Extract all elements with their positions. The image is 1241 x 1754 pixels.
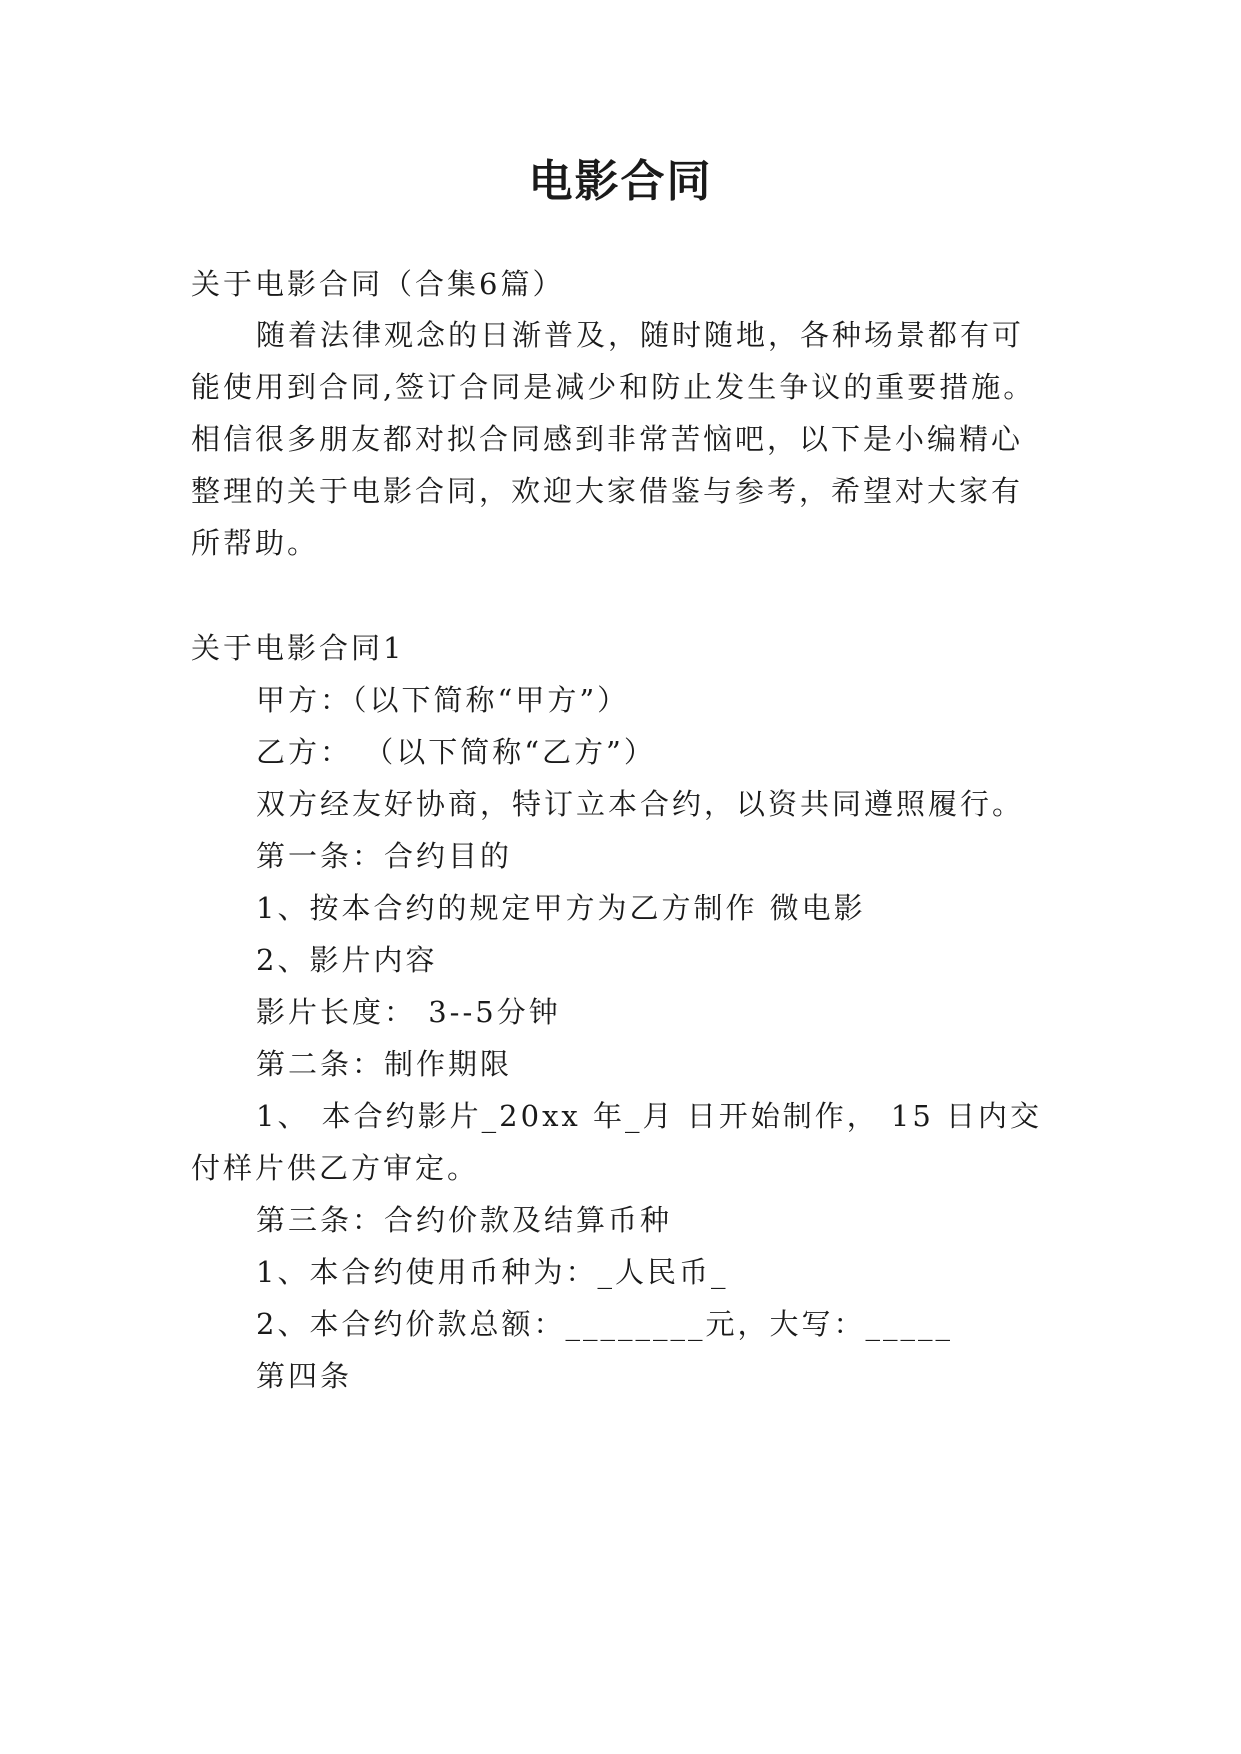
contract-line: 付样片供乙方审定。 xyxy=(191,1151,480,1185)
section-heading: 关于电影合同1 xyxy=(191,631,405,665)
contract-line: 甲方：（以下简称“甲方”） xyxy=(256,683,630,717)
intro-line: 随着法律观念的日渐普及，随时随地，各种场景都有可 xyxy=(256,318,1025,352)
document-title: 电影合同 xyxy=(528,156,713,207)
contract-line: 第四条 xyxy=(256,1359,353,1393)
intro-line: 所帮助。 xyxy=(191,526,320,560)
intro-line: 能使用到合同,签订合同是减少和防止发生争议的重要措施。 xyxy=(191,370,1036,404)
contract-line: 1、本合约使用币种为：_人民币_ xyxy=(256,1255,729,1289)
contract-line: 2、本合约价款总额：________元，大写：_____ xyxy=(256,1307,953,1341)
contract-line: 1、 本合约影片_20xx 年_月 日开始制作， 15 日内交 xyxy=(256,1099,1043,1133)
contract-line: 第三条：合约价款及结算币种 xyxy=(256,1203,673,1237)
intro-line: 相信很多朋友都对拟合同感到非常苦恼吧，以下是小编精心 xyxy=(191,422,1024,456)
intro-subtitle: 关于电影合同（合集6篇） xyxy=(191,267,565,301)
intro-line: 整理的关于电影合同，欢迎大家借鉴与参考，希望对大家有 xyxy=(191,474,1024,508)
contract-line: 1、按本合约的规定甲方为乙方制作 微电影 xyxy=(256,891,866,925)
contract-line: 乙方： （以下简称“乙方”） xyxy=(256,735,656,769)
contract-line: 2、影片内容 xyxy=(256,943,438,977)
contract-line: 第二条：制作期限 xyxy=(256,1047,513,1081)
contract-line: 影片长度： 3--5分钟 xyxy=(256,995,561,1029)
contract-line: 第一条：合约目的 xyxy=(256,839,513,873)
contract-line: 双方经友好协商，特订立本合约，以资共同遵照履行。 xyxy=(256,787,1025,821)
